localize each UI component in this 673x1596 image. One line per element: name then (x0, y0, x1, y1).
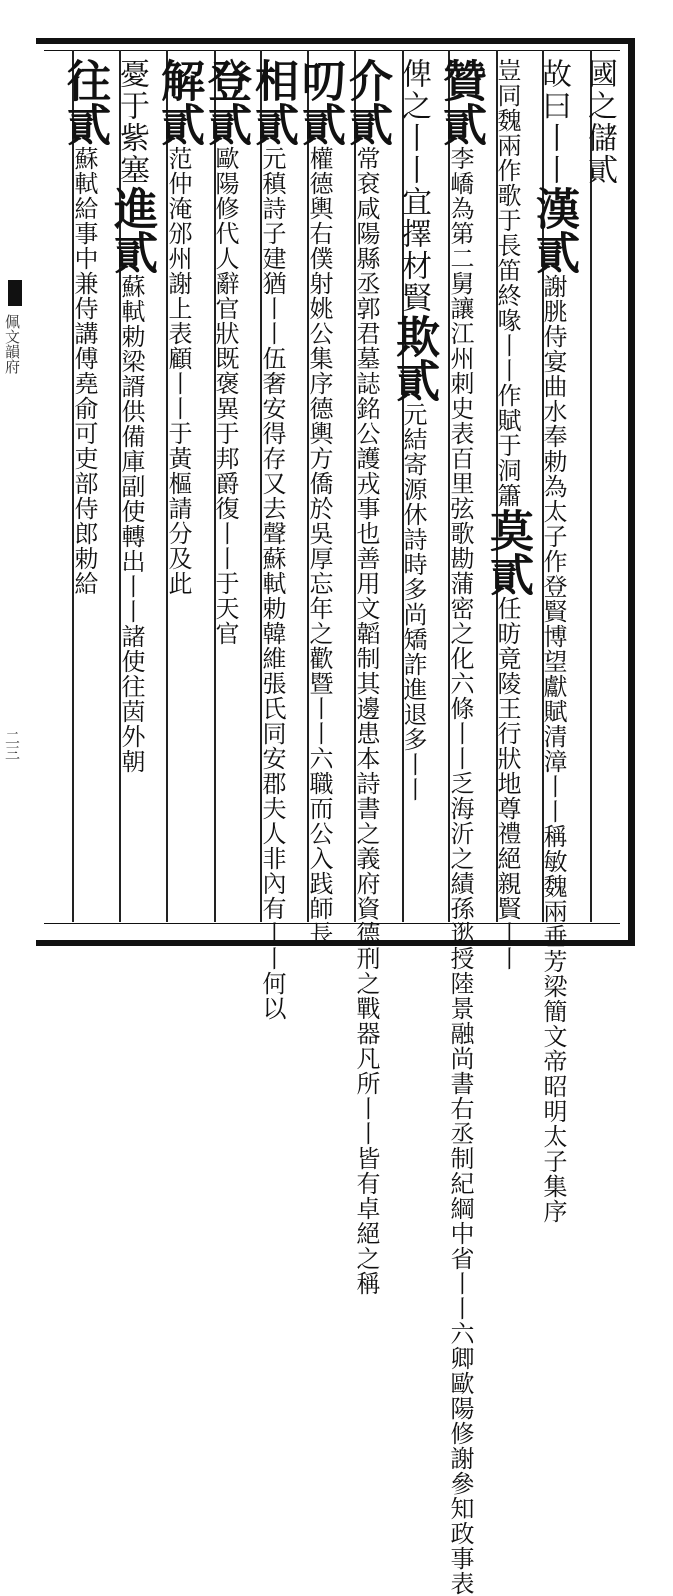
column-text: 憂于紫塞 (114, 58, 149, 186)
text-column-8 (247, 58, 298, 1021)
headword: 贊貳 (435, 58, 486, 146)
headword: 登貳 (200, 58, 251, 146)
edge-marker (8, 280, 22, 306)
citation: 歐陽修代人辭官狀既褒異于邦爵復丨丨于天官 (211, 146, 239, 646)
citation: 李嶠為第二舅讓江州刺史表百里弦歌勘蒲密之化六條丨丨乏海沂之績孫逖授陸景融尚書右丞制紀綱中省丨丨六卿歐陽修謝參知政事表 (446, 146, 474, 1596)
edge-page-number: 二三 (3, 730, 21, 760)
column-text: 故曰丨丨 (536, 58, 571, 186)
text-column-7 (294, 58, 345, 946)
text-column-6 (341, 58, 392, 1296)
text-column-2 (528, 58, 579, 1224)
text-column-1 (582, 58, 616, 920)
citation: 元稹詩子建猶丨丨伍奢安得存又去聲蘇軾勅韓維張氏同安郡夫人非內有丨丨何以 (258, 146, 286, 1021)
headword: 往貳 (59, 58, 110, 146)
page-edge-margin (0, 270, 26, 930)
headword: 漢貳 (528, 186, 579, 274)
headword: 欺貳 (388, 314, 439, 402)
citation: 任昉竟陵王行狀地尊禮絕親賢丨丨 (493, 596, 521, 971)
edge-title: 佩文韻府 (3, 314, 21, 374)
citation: 豈同魏兩作歌于長笛終喙丨丨作賦于洞簫 (493, 58, 521, 508)
column-text: 國之儲貳 (582, 58, 617, 186)
text-column-10 (153, 58, 204, 920)
headword: 進貳 (106, 186, 157, 274)
text-column-3 (482, 58, 533, 971)
headword: 解貳 (153, 58, 204, 146)
headword: 介貳 (341, 58, 392, 146)
headword: 莫貳 (482, 508, 533, 596)
citation: 元結寄源休詩時多尚矯詐進退多丨丨 (399, 402, 427, 802)
text-column-11 (106, 58, 157, 920)
citation: 蘇軾給事中兼侍講傅堯俞可吏部侍郎勅給 (70, 146, 98, 596)
headword: 相貳 (247, 58, 298, 146)
text-column-9 (200, 58, 251, 920)
citation: 蘇軾勅梁諝供備庫副使轉出丨丨諸使往茵外朝 (117, 274, 145, 774)
text-column-5 (388, 58, 439, 920)
citation: 常袞咸陽縣丞郭君墓誌銘公護戎事也善用文韜制其邊患本詩書之義府資德刑之戰器凡所丨丨皆有卓絕之稱 (352, 146, 380, 1296)
text-column-4 (435, 58, 486, 1596)
citation: 權德輿右僕射姚公集序德輿方僑於吳厚忘年之歡暨丨丨六職而公入践師長 (305, 146, 333, 946)
citation: 謝朓侍宴曲水奉勅為太子作登賢博望獻賦清漳丨丨稱敏魏兩垂芳梁簡文帝昭明太子集序 (539, 274, 567, 1224)
citation: 范仲淹邠州謝上表顧丨丨于黃樞請分及此 (164, 146, 192, 596)
column-text: 俾之丨丨宜擇材賢 (396, 58, 431, 314)
text-column-12 (59, 58, 110, 920)
headword: 叨貳 (294, 58, 345, 146)
